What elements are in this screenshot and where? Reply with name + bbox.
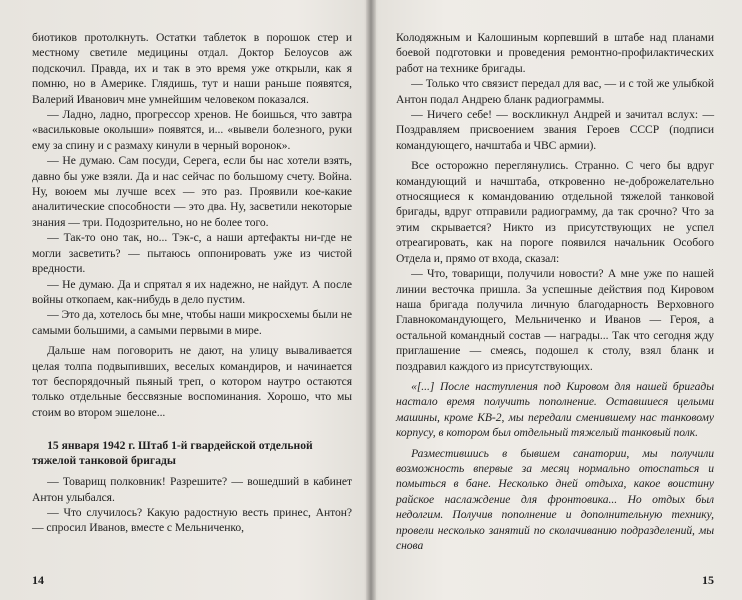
paragraph: — Это да, хотелось бы мне, чтобы наши микросхемы были не самыми большими, а самыми первыми в мире. (32, 308, 352, 337)
right-page (374, 0, 742, 600)
paragraph: — Товарищ полковник! Разрешите? — вошедший в кабинет Антон улыбался. (32, 475, 352, 504)
paragraph: «[...] После наступления под Кировом для нашей бригады настало время получить пополнение. Оставшиеся целыми машины, кроме КВ-2, мы передали сменившему нас танковому корпусу, в котором был отдельный тяжелый танковый полк. (396, 379, 714, 440)
paragraph: Разместившись в бывшем санатории, мы получили возможность впервые за месяц нормально отоспаться и помыться в бане. Несколько дней отдыха, какое воистину райское наслаждение для фронтовика... Но отдых был недолгим. Получив пополнение и дополнительную технику, провели несколько занятий по сколачиванию подразделений, мы снова (396, 446, 714, 552)
right-text-column (396, 30, 714, 553)
section-heading: 15 января 1942 г. Штаб 1-й гвардейской отдельной тяжелой танковой бригады (32, 439, 313, 468)
paragraph: — Ничего себе! — воскликнул Андрей и зачитал вслух: — Поздравляем присвоением звания Героев СССР (подписи командующего, начштаба и ЧВС армии). (396, 108, 714, 152)
paragraph: — Только что связист передал для вас, — и с той же улыбкой Антон подал Андрею бланк радиограммы. (396, 77, 714, 106)
left-page (0, 0, 368, 600)
paragraph: — Что случилось? Какую радостную весть принес, Антон? — спросил Иванов, вместе с Мельниченко, (32, 505, 352, 535)
paragraph: Все осторожно переглянулись. Странно. С чего бы вдруг командующий и начштаба, откровенно не-доброжелательно относящиеся к командованию отдельной тяжелой танковой бригады, вдруг отправили радиограмму, да так срочно? Что за этим скрывается? Никто из присутствующих не успел отреагировать, как на пороге появился начальник Особого Отдела и, прямо от входа, сказал: (396, 159, 714, 265)
paragraph: — Так-то оно так, но... Тэк-с, а наши артефакты ни-где не могли засветить? — пытаюсь оппонировать уже из чистой вредности. (32, 231, 352, 276)
paragraph: — Ладно, ладно, прогрессор хренов. Не боишься, что завтра «васильковые околыши» появятся, и... «вывели болезного, руки ему за спину и с размаху кинули в черный воронок». (32, 108, 352, 152)
left-page-number: 14 (32, 573, 44, 587)
paragraph: биотиков протолкнуть. Остатки таблеток в порошок стер и местному светиле медицины отдал. Доктор Белоусов аж подскочил. Правда, их и так в это время уже открыли, как я помню, но в Америке. Глядишь, тут и наши раньше появятся, Валерий Иванович мне умнейшим человеком показался. (32, 31, 352, 106)
paragraph: — Не думаю. Да и спрятал я их надежно, не найдут. А после войны откопаем, как-нибудь в дело пустим. (32, 277, 352, 306)
left-text-column (32, 30, 352, 536)
paragraph: — Не думаю. Сам посуди, Серега, если бы нас хотели взять, давно бы уже взяли. Да и нас сейчас по большому счету. Война. Ну, воюем мы лучше всех — это раз. Проявили кое-какие аналитические способности — это два. Ну, засветили некоторые знания — три. Подозрительно, но не более того. (32, 154, 352, 229)
right-page-number: 15 (702, 573, 714, 587)
paragraph: Колодяжным и Калошиным корпевший в штабе над планами боевой подготовки и проведения ремонтно-профилактических работ на технике бригады. (396, 31, 714, 75)
paragraph: — Что, товарищи, получили новости? А мне уже по нашей линии весточка пришла. За успешные действия под Кировом наша бригада получила личную благодарность Верховного Главнокомандующего, Мельниченко и Иванов — Героя, а остальной командный состав — награды... Так что сегодня жду приглашение — смеясь, подошел к столу, взял бланк и поздравил каждого из присутствующих. (396, 267, 714, 373)
paragraph: Дальше нам поговорить не дают, на улицу вываливается целая толпа подвыпивших, веселых командиров, и начинается тот беспорядочный пьяный треп, о котором наутро остаются только отдельные бессвязные воспоминания. Хорошо, что мы стоим во втором эшелоне... (32, 344, 352, 419)
